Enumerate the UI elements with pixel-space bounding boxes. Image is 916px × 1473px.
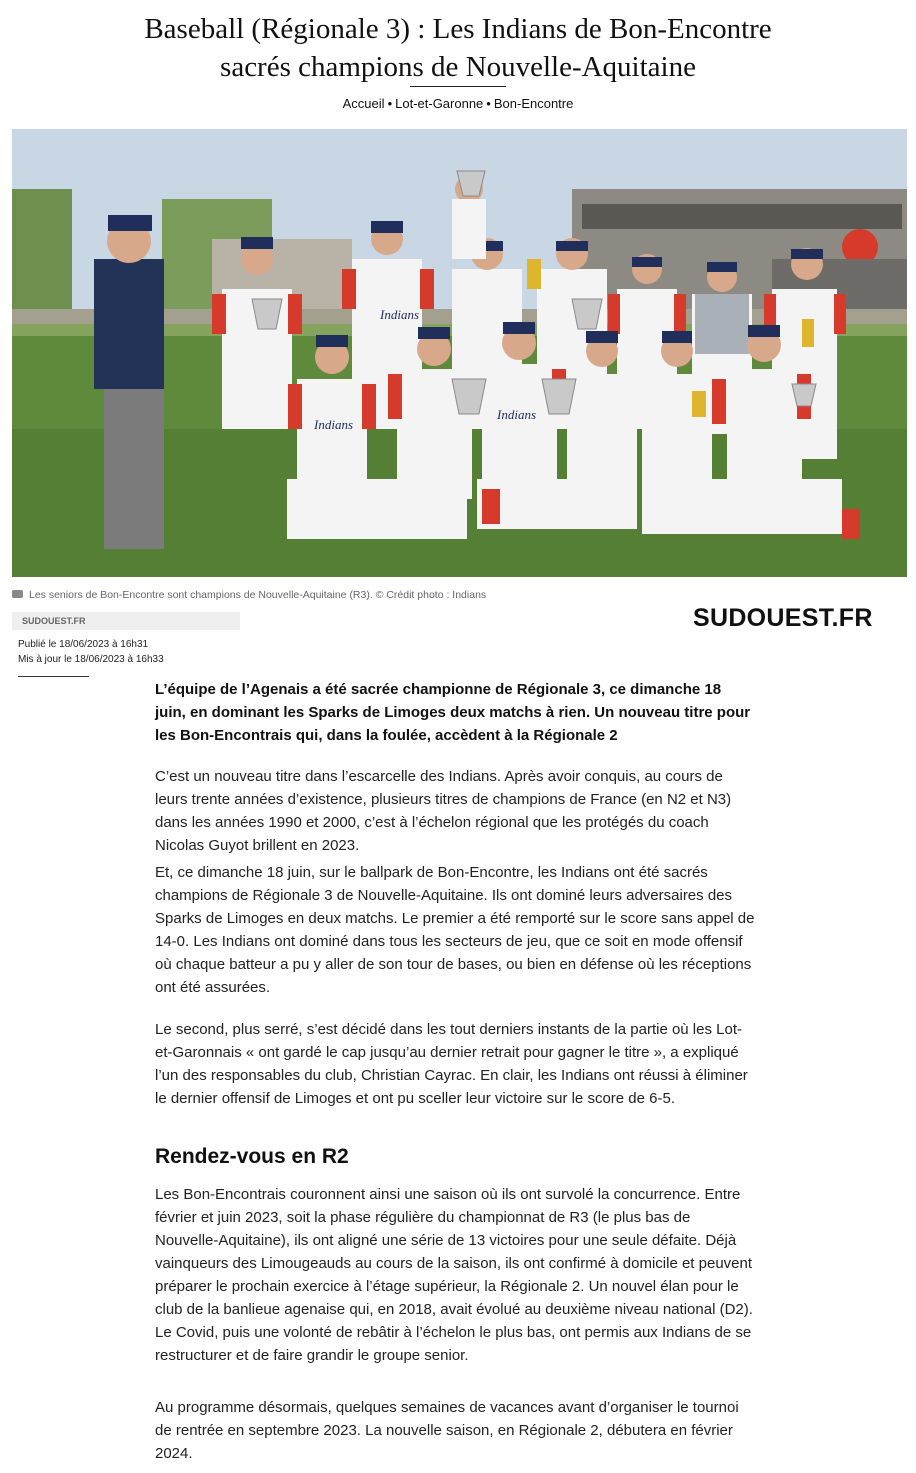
article-title bbox=[0, 10, 916, 86]
breadcrumb-item-department[interactable]: Lot-et-Garonne bbox=[395, 96, 484, 111]
title-line-1: Baseball (Régionale 3) : Les Indians de Bon-Encontre bbox=[144, 13, 772, 45]
meta-divider bbox=[18, 676, 89, 677]
jersey-lettering: Indians bbox=[497, 407, 536, 422]
article-paragraph: Et, ce dimanche 18 juin, sur le ballpark de Bon-Encontre, les Indians ont été sacrés champions de Régionale 3 de Nouvelle-Aquitaine. Ils ont dominé leurs adversaires des Sparks de Limoges en deux matchs. Le premier a été remporté sur le score sans appel de 14-0. Les Indians ont dominé dans tous les secteurs de jeu, que ce soit en mode offensif où chaque batteur a pu y aller de son tour de bases, ou bien en défense où les réceptions ont été assurées. bbox=[155, 864, 755, 996]
breadcrumb-item-town[interactable]: Bon-Encontre bbox=[493, 96, 574, 111]
jersey-lettering: Indians bbox=[380, 307, 419, 322]
article-paragraph: C’est un nouveau titre dans l’escarcelle des Indians. Après avoir conquis, au cours de leurs trente années d’existence, plusieurs titres de champions de France (en N2 et N3) dans les années 1990 et 2000, c’est à l’échelon régional que les protégés du coach Nicolas Guyot brillent en 2023. bbox=[155, 768, 732, 854]
team-photo-illustration bbox=[12, 129, 907, 577]
photo-caption bbox=[12, 589, 892, 601]
jersey-lettering: Indians bbox=[314, 417, 353, 432]
source-label: SUDOUEST.FR bbox=[12, 612, 240, 630]
section-heading: Rendez-vous en R2 bbox=[155, 1145, 349, 1168]
brand-logo[interactable]: SUDOUEST.FR bbox=[693, 604, 873, 632]
breadcrumb bbox=[0, 96, 916, 111]
article-dates bbox=[18, 637, 164, 667]
photo-caption-text: Les seniors de Bon-Encontre sont champions de Nouvelle-Aquitaine (R3). © Crédit photo : Indians bbox=[29, 589, 487, 601]
updated-date: Mis à jour le 18/06/2023 à 16h33 bbox=[18, 654, 164, 665]
breadcrumb-separator: • bbox=[387, 96, 393, 111]
published-date: Publié le 18/06/2023 à 16h31 bbox=[18, 639, 149, 650]
title-line-2: sacrés champions de Nouvelle-Aquitaine bbox=[220, 51, 696, 83]
camera-icon bbox=[12, 590, 23, 598]
article-paragraph: Le second, plus serré, s’est décidé dans les tout derniers instants de la partie où les Lot-et-Garonnais « ont gardé le cap jusqu’au dernier retrait pour gagner le titre », a expliqué l’un des responsables du club, Christian Cayrac. En clair, les Indians ont réussi à éliminer le dernier offensif de Limoges et ont pu sceller leur victoire sur le score de 6-5. bbox=[155, 1021, 748, 1107]
title-divider bbox=[410, 86, 506, 87]
breadcrumb-item-home[interactable]: Accueil bbox=[342, 96, 385, 111]
article-paragraph: Au programme désormais, quelques semaines de vacances avant d’organiser le tournoi de rentrée en septembre 2023. La nouvelle saison, en Régionale 2, débutera en février 2024. bbox=[155, 1399, 739, 1462]
team-photo bbox=[12, 129, 907, 577]
article-lead: L’équipe de l’Agenais a été sacrée championne de Régionale 3, ce dimanche 18 juin, en dominant les Sparks de Limoges deux matchs à rien. Un nouveau titre pour les Bon-Encontrais qui, dans la foulée, accèdent à la Régionale 2 bbox=[155, 681, 751, 744]
breadcrumb-separator: • bbox=[486, 96, 491, 111]
article-paragraph: Les Bon-Encontrais couronnent ainsi une saison où ils ont survolé la concurrence. Entre février et juin 2023, soit la phase régulière du championnat de R3 (le plus bas de Nouvelle-Aquitaine), ils ont aligné une série de 13 victoires pour une seule défaite. Déjà vainqueurs des Limougeauds au cours de la saison, ils ont confirmé à domicile et peuvent préparer le prochain exercice à l’étage supérieur, la Régionale 2. Un nouvel élan pour le club de la banlieue agenaise qui, en 2018, avait évolué au deuxième niveau national (D2). Le Covid, puis une volonté de rebâtir à l’échelon le plus bas, ont permis aux Indians de se restructurer et de faire grandir le groupe senior. bbox=[155, 1186, 753, 1364]
